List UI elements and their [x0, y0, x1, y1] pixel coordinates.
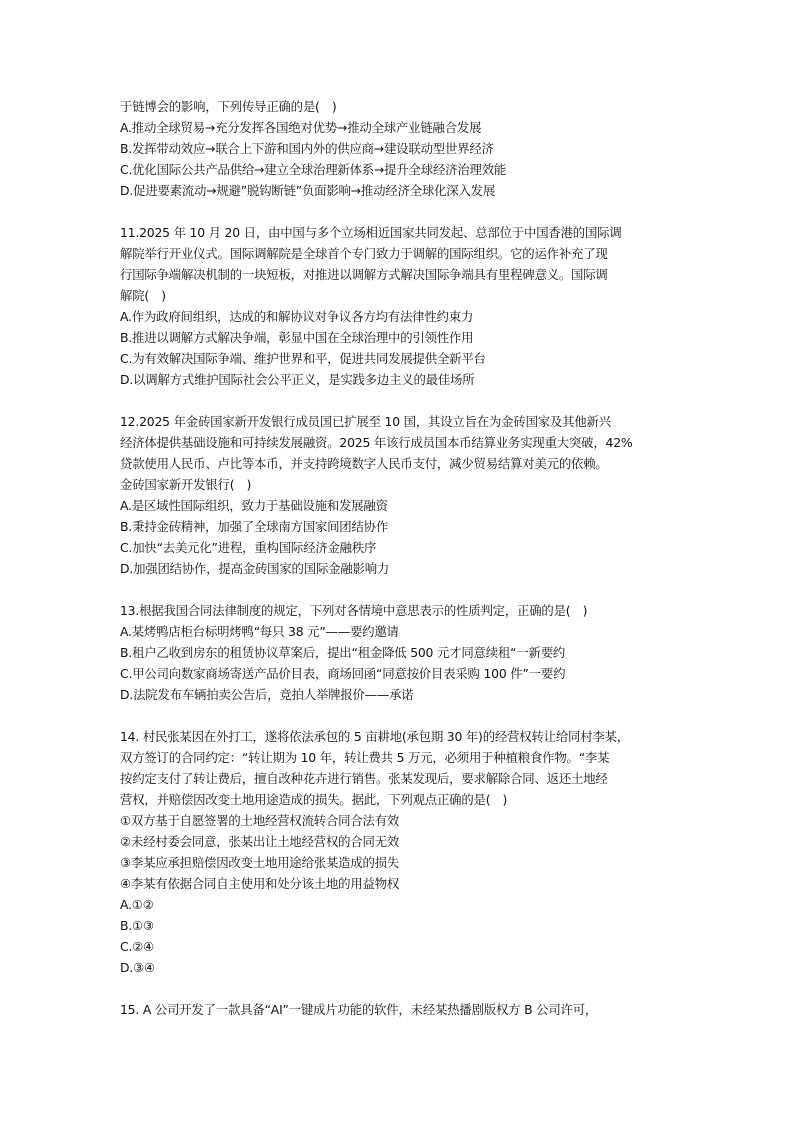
question-stem-line: 解院举行开业仪式。国际调解院是全球首个专门致力于调解的国际组织。它的运作补充了现: [120, 246, 608, 261]
option-d: D.以调解方式维护国际社会公平正义，是实践多边主义的最佳场所: [120, 372, 475, 387]
question-15: [120, 999, 680, 1020]
statement-4: ④李某有依据合同自主使用和处分该土地的用益物权: [120, 876, 400, 891]
question-stem-line: 贷款使用人民币、卢比等本币，并支持跨境数字人民币支付，减少贸易结算对美元的依赖。: [120, 456, 608, 471]
option-c: C.为有效解决国际争端、维护世界和平，促进共同发展提供全新平台: [120, 351, 486, 366]
question-13: [120, 600, 680, 705]
question-stem-line: 12.2025 年金砖国家新开发银行成员国已扩展至 10 国，其设立旨在为金砖国家及其他新兴: [120, 414, 611, 429]
option-c: C.②④: [120, 939, 155, 954]
option-b: B.推进以调解方式解决争端，彰显中国在全球治理中的引领性作用: [120, 330, 474, 345]
question-stem-line: 11.2025 年 10 月 20 日，由中国与多个立场相近国家共同发起、总部位于中国香港的国际调: [120, 225, 622, 240]
question-stem-line: 14. 村民张某因在外打工，遂将依法承包的 5 亩耕地(承包期 30 年)的经营权转让给同村李某，: [120, 729, 629, 744]
question-stem-line: 营权，并赔偿因改变土地用途造成的损失。据此，下列观点正确的是( ): [120, 792, 508, 807]
option-c: C.甲公司向数家商场寄送产品价目表，商场回函“同意按价目表采购 100 件”一要约: [120, 666, 566, 681]
option-a: A.作为政府间组织，达成的和解协议对争议各方均有法律性约束力: [120, 309, 474, 324]
option-c: C.加快“去美元化”进程，重构国际经济金融秩序: [120, 540, 377, 555]
option-a: A.①②: [120, 897, 154, 912]
spacer: [120, 705, 680, 726]
question-stem-line: 解院( ): [120, 288, 166, 303]
question-stem-line: 行国际争端解决机制的一块短板，对推进以调解方式解决国际争端具有里程碑意义。国际调: [120, 267, 608, 282]
question-stem-line: 金砖国家新开发银行( ): [120, 477, 252, 492]
option-c: C.优化国际公共产品供给→建立全球治理新体系→提升全球经济治理效能: [120, 162, 507, 177]
question-stem-line: 15. A 公司开发了一款具备“AI”一键成片功能的软件，未经某热播剧版权方 B 公司许可，: [120, 1002, 598, 1017]
statement-3: ③李某应承担赔偿因改变土地用途给张某造成的损失: [120, 855, 400, 870]
option-b: B.秉持金砖精神，加强了全球南方国家间团结协作: [120, 519, 389, 534]
spacer: [120, 390, 680, 411]
spacer: [120, 978, 680, 999]
question-stem-line: 双方签订的合同约定：“转让期为 10 年，转让费共 5 万元，必须用于种植粮食作物。“李某: [120, 750, 610, 765]
exam-page: [120, 96, 680, 1020]
spacer: [120, 579, 680, 600]
option-d: D.法院发布车辆拍卖公告后，竞拍人举牌报价——承诺: [120, 687, 414, 702]
question-14: [120, 726, 680, 978]
option-b: B.租户乙收到房东的租赁协议草案后，提出“租金降低 500 元才同意续租“一新要约: [120, 645, 566, 660]
option-b: B.①③: [120, 918, 154, 933]
question-12: [120, 411, 680, 579]
option-d: D.③④: [120, 960, 155, 975]
option-a: A.某烤鸭店柜台标明烤鸭“每只 38 元”——要约邀请: [120, 624, 399, 639]
option-a: A.是区域性国际组织，致力于基础设施和发展融资: [120, 498, 388, 513]
spacer: [120, 201, 680, 222]
question-stem-line: 经济体提供基础设施和可持续发展融资。2025 年该行成员国本币结算业务实现重大突破，42%: [120, 435, 633, 450]
statement-2: ②未经村委会同意，张某出让土地经营权的合同无效: [120, 834, 400, 849]
question-stem-line: 按约定支付了转让费后，擅自改种花卉进行销售。张某发现后，要求解除合同、返还土地经: [120, 771, 608, 786]
statement-1: ①双方基于自愿签署的土地经营权流转合同合法有效: [120, 813, 400, 828]
option-d: D.促进要素流动→规避”脱钩断链”负面影响→推动经济全球化深入发展: [120, 183, 496, 198]
option-d: D.加强团结协作，提高金砖国家的国际金融影响力: [120, 561, 390, 576]
option-a: A.推动全球贸易→充分发挥各国绝对优势→推动全球产业链融合发展: [120, 120, 482, 135]
option-b: B.发挥带动效应→联合上下游和国内外的供应商→建设联动型世界经济: [120, 141, 494, 156]
question-10-tail: [120, 96, 680, 201]
question-11: [120, 222, 680, 390]
question-stem: 于链博会的影响，下列传导正确的是( ): [120, 99, 337, 114]
question-stem-line: 13.根据我国合同法律制度的规定，下列对各情境中意思表示的性质判定，正确的是( ): [120, 603, 588, 618]
